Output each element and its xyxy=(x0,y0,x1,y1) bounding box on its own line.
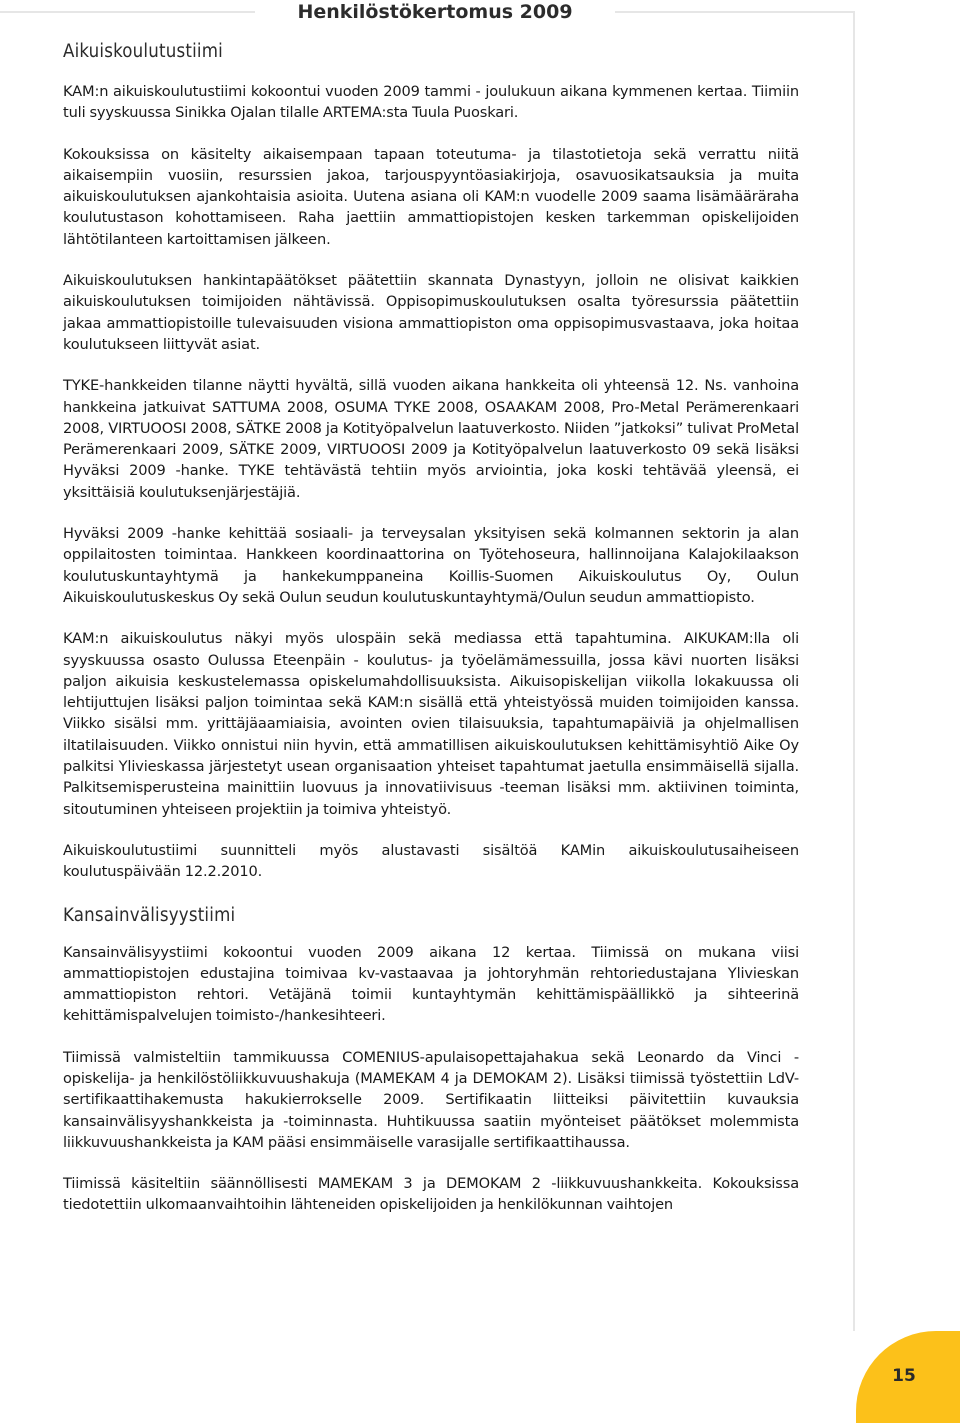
paragraph: Kokouksissa on käsitelty aikaisempaan tapaan toteutuma- ja tilastotietoja sekä verrattu niitä aikaisempiin vuosiin, resurssien jakoa, tarjouspyyntöasiakirjoja, osavuosikatsauksia ja muita aikuiskoulutuksen ajankohtaisia asioita. Uutena asiana oli KAM:n vuodelle 2009 saama lisämääräraha koulutustason kohottamiseen. Raha jaettiin ammattiopistojen kesken tarkemman opiskelijoiden lähtötilanteen kartoittamisen jälkeen. xyxy=(63,145,799,248)
paragraph: Aikuiskoulutuksen hankintapäätökset päätettiin skannata Dynastyyn, jolloin ne olisivat kaikkien aikuiskoulutuksen toimijoiden nähtävissä. Oppisopimuskoulutuksen osalta työresurssia päätettiin jakaa ammattiopistoille tulevaisuuden visiona ammattiopiston oma oppisopimusvastaava, joka hoitaa koulutukseen liittyvät asiat. xyxy=(63,272,799,353)
paragraph: Hyväksi 2009 -hanke kehittää sosiaali- ja terveysalan yksityisen sekä kolmannen sektorin ja alan oppilaitosten toimintaa. Hankkeen koordinaattorina on Työtehoseura, hallinnoijana Kalajokilaakson koulutuskuntayhtymä ja hankekumppaneina Koillis-Suomen Aikuiskoulutus Oy, Oulun Aikuiskoulutuskeskus Oy sekä Oulun seudun koulutuskuntayhtymä/Oulun seudun ammattiopisto. xyxy=(63,525,799,606)
page-frame-right-line xyxy=(853,11,855,1331)
paragraph: KAM:n aikuiskoulutus näkyi myös ulospäin sekä mediassa että tapahtumina. AIKUKAM:lla oli syyskuussa osasto Oulussa Eteenpäin - koulutus- ja työelämämessuilla, jossa kävi nuorten lisäksi paljon aikuisia keskustelemassa opiskelumahdollisuuksista. Aikuisopiskelijan viikolla lokakuussa oli lehtijuttujen lisäksi paljon toimintaa sekä KAM:n sisällä että yhteistyössä muiden toimijoiden kanssa. Viikko sisälsi mm. yrittäjäaamiaisia, avointen ovien tilaisuuksia, tapahtumapäiviä ja ohjelmallisen iltatilaisuuden. Viikko onnistui niin hyvin, että ammatillisen aikuiskoulutuksen kehittämisyhtiö Aike Oy palkitsi Ylivieskassa järjestetyt usean organisaation yhteiset tapahtumat jaetulla ensimmäisellä sijalla. Palkitsemisperusteina mainittiin luovuus ja innovatiivisuus -teeman lisäksi mm. aktiivinen toiminta, sitoutuminen yhteiseen projektiin ja toimiva yhteistyö. xyxy=(63,630,799,818)
page-header-title: Henkilöstökertomus 2009 xyxy=(255,0,615,24)
section-heading-aikuiskoulutustiimi: Aikuiskoulutustiimi xyxy=(63,41,223,62)
paragraph: KAM:n aikuiskoulutustiimi kokoontui vuoden 2009 tammi - joulukuun aikana kymmenen kertaa. Tiimiin tuli syyskuussa Sinikka Ojalan tilalle ARTEMA:sta Tuula Puoskari. xyxy=(63,83,799,122)
paragraph: Tiimissä käsiteltiin säännöllisesti MAMEKAM 3 ja DEMOKAM 2 -liikkuvuushankkeita. Kokouksissa tiedotettiin ulkomaanvaihtoihin lähteneiden opiskelijoiden ja henkilökunnan vaihtojen xyxy=(63,1175,799,1214)
paragraph: TYKE-hankkeiden tilanne näytti hyvältä, sillä vuoden aikana hankkeita oli yhteensä 12. Ns. vanhoina hankkeina jatkuivat SATTUMA 2008, OSUMA TYKE 2008, OSAAKAM 2008, Pro-Metal Perämerenkaari 2008, VIRTUOOSI 2008, SÄTKE 2008 ja Kotityöpalvelun laatuverkosto. Niiden ”jatkoksi” tulivat ProMetal Perämerenkaari 2009, SÄTKE 2009, VIRTUOOSI 2009 ja Kotityöpalvelun laatuverkosto 09 sekä lisäksi Hyväksi 2009 -hanke. TYKE tehtävästä tehtiin myös arviointia, joka koski tehtävää yleensä, ei yksittäisiä koulutuksenjärjestäjiä. xyxy=(63,377,799,501)
section-heading-kansainvalisyystiimi: Kansainvälisyystiimi xyxy=(63,904,236,926)
page-number: 15 xyxy=(892,1366,916,1386)
paragraph: Tiimissä valmisteltiin tammikuussa COMENIUS-apulaisopettajahakua sekä Leonardo da Vinci -opiskelija- ja henkilöstöliikkuvuushakuja (MAMEKAM 4 ja DEMOKAM 2). Lisäksi tiimissä työstettiin LdV-sertifikaattihakemusta hakukierrokselle 2009. Sertifikaatin liitteiksi päivitettiin kuvauksia kansainvälisyyshankkeista ja -toiminnasta. Huhtikuussa saatiin myönteiset päätökset molemmista liikkuvuushankkeista ja KAM pääsi ensimmäiselle varasijalle sertifikaattihaussa. xyxy=(63,1048,799,1151)
paragraph: Aikuiskoulutustiimi suunnitteli myös alustavasti sisältöä KAMin aikuiskoulutusaiheiseen koulutuspäivään 12.2.2010. xyxy=(63,841,799,881)
paragraph: Kansainvälisyystiimi kokoontui vuoden 2009 aikana 12 kertaa. Tiimissä on mukana viisi ammattiopistojen edustajina toimivaa kv-vastaavaa ja johtoryhmän rehtoriedustajana Ylivieskan ammattiopiston rehtori. Vetäjänä toimii kuntayhtymän kehittämispäällikkö ja sihteerinä kehittämispalvelujen toimisto-/hankesihteeri. xyxy=(63,943,799,1025)
document-body xyxy=(63,38,799,1216)
